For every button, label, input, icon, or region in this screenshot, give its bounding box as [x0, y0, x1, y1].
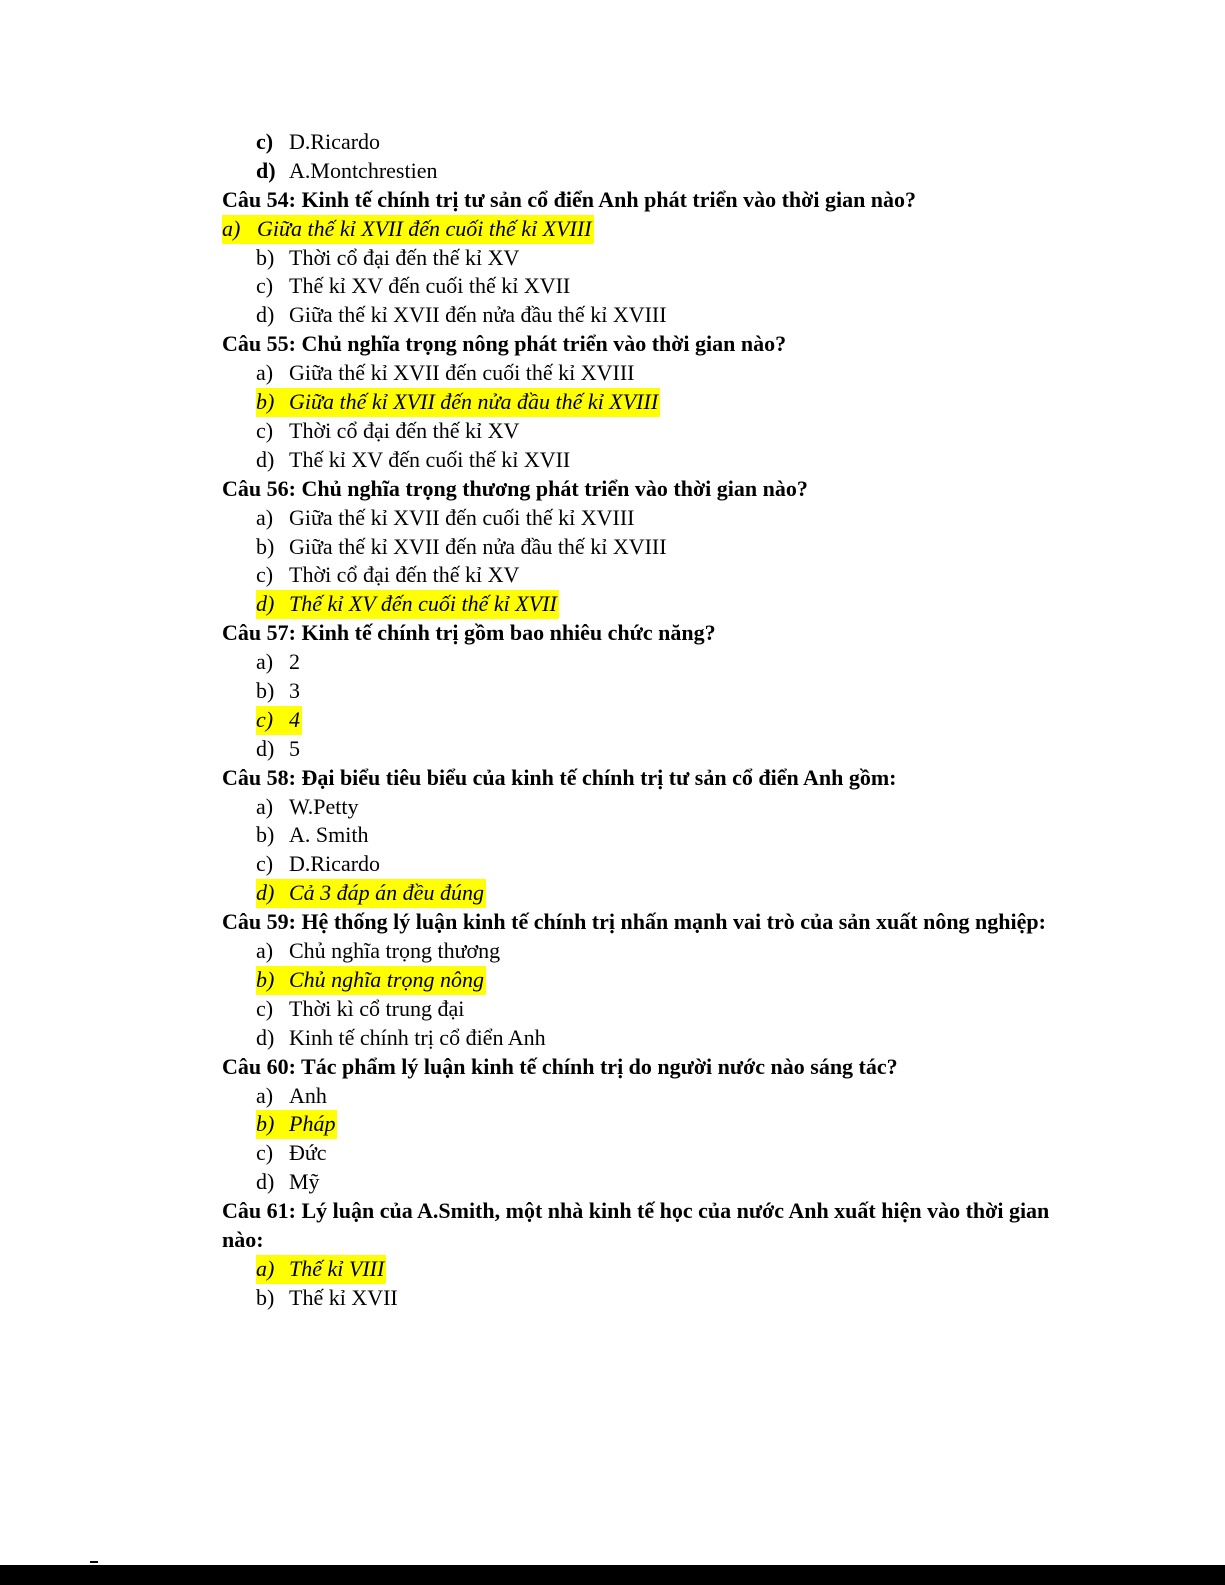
option-text: Thời cổ đại đến thế kỉ XV — [289, 417, 520, 443]
option-text: Chủ nghĩa trọng nông — [289, 966, 484, 992]
option-letter: c) — [256, 706, 274, 732]
answer-highlight — [256, 879, 486, 908]
option-letter: c) — [256, 1140, 274, 1166]
option-text: Thế kỉ XV đến cuối thế kỉ XVII — [289, 273, 571, 299]
option-text: Thế kỉ XVII — [289, 1284, 398, 1310]
option-letter: d) — [256, 1169, 275, 1195]
question-title: Câu 57: Kinh tế chính trị gồm bao nhiêu chức năng? — [222, 620, 716, 646]
option-text: Thời cổ đại đến thế kỉ XV — [289, 562, 520, 588]
answer-highlight — [256, 1255, 386, 1284]
question-title: Câu 58: Đại biểu tiêu biểu của kinh tế chính trị tư sản cổ điển Anh gồm: — [222, 764, 897, 790]
option-d-answer — [222, 590, 1052, 619]
option-text: D.Ricardo — [289, 851, 381, 877]
document-content — [222, 128, 1052, 1313]
option-letter: a) — [256, 938, 274, 964]
option-letter: a) — [256, 360, 274, 386]
option-letter: d) — [256, 591, 275, 617]
option-b-answer — [222, 388, 1052, 417]
option-text: A. Smith — [289, 822, 369, 848]
option-text: Thế kỉ VIII — [289, 1255, 385, 1281]
option-text: Thế kỉ XV đến cuối thế kỉ XVII — [289, 446, 571, 472]
option-letter: a) — [256, 649, 274, 675]
option-d-answer — [222, 879, 1052, 908]
option-letter: b) — [256, 244, 275, 270]
option-b-answer — [222, 1110, 1052, 1139]
option-text: Thời kì cổ trung đại — [289, 995, 465, 1021]
option-letter: d) — [256, 446, 275, 472]
option-text: Thế kỉ XV đến cuối thế kỉ XVII — [289, 591, 557, 617]
option-a — [222, 937, 1052, 966]
option-text: 3 — [289, 677, 300, 703]
question-title: Câu 60: Tác phẩm lý luận kinh tế chính trị do người nước nào sáng tác? — [222, 1053, 898, 1079]
option-letter: a) — [256, 1082, 274, 1108]
option-letter: a) — [222, 215, 241, 241]
option-a-answer — [222, 215, 1052, 244]
option-text: Pháp — [289, 1111, 336, 1137]
option-c — [222, 995, 1052, 1024]
option-b — [222, 244, 1052, 273]
option-letter: c) — [256, 995, 274, 1021]
option-c — [222, 128, 1052, 157]
question-title: Câu 54: Kinh tế chính trị tư sản cổ điển Anh phát triển vào thời gian nào? — [222, 186, 917, 212]
option-letter: d) — [256, 302, 275, 328]
answer-highlight — [222, 215, 594, 244]
option-a — [222, 504, 1052, 533]
option-letter: a) — [256, 793, 274, 819]
question-title: Câu 59: Hệ thống lý luận kinh tế chính trị nhấn mạnh vai trò của sản xuất nông nghiệp: — [222, 909, 1046, 935]
option-letter: c) — [256, 129, 274, 154]
option-letter: d) — [256, 157, 276, 183]
option-text: Thời cổ đại đến thế kỉ XV — [289, 244, 520, 270]
answer-highlight — [256, 706, 302, 735]
option-d — [222, 1168, 1052, 1197]
option-letter: a) — [256, 1255, 275, 1281]
option-letter: b) — [256, 1284, 275, 1310]
option-text: Anh — [289, 1082, 327, 1108]
option-letter: b) — [256, 533, 275, 559]
option-letter: b) — [256, 389, 275, 415]
option-text: Giữa thế kỉ XVII đến cuối thế kỉ XVIII — [289, 504, 635, 530]
answer-highlight — [256, 590, 559, 619]
option-text: D.Ricardo — [289, 129, 381, 154]
option-text: Giữa thế kỉ XVII đến nửa đầu thế kỉ XVIII — [289, 389, 659, 415]
option-b — [222, 821, 1052, 850]
option-c — [222, 850, 1052, 879]
option-text: Giữa thế kỉ XVII đến cuối thế kỉ XVIII — [257, 215, 592, 241]
option-letter: c) — [256, 562, 274, 588]
option-letter: d) — [256, 735, 275, 761]
option-letter: d) — [256, 880, 275, 906]
answer-highlight — [256, 1110, 337, 1139]
option-c — [222, 417, 1052, 446]
option-text: 2 — [289, 649, 300, 675]
page-edge-mark — [90, 1561, 98, 1563]
option-letter: d) — [256, 1024, 275, 1050]
option-letter: b) — [256, 677, 275, 703]
option-text: Mỹ — [289, 1169, 320, 1195]
option-a-answer — [222, 1255, 1052, 1284]
option-text: A.Montchrestien — [289, 157, 438, 183]
answer-highlight — [256, 388, 660, 417]
option-b — [222, 533, 1052, 562]
option-b — [222, 1284, 1052, 1313]
option-a — [222, 1082, 1052, 1111]
question-title: Câu 55: Chủ nghĩa trọng nông phát triển vào thời gian nào? — [222, 331, 787, 357]
option-text: Giữa thế kỉ XVII đến nửa đầu thế kỉ XVIII — [289, 302, 667, 328]
option-d — [222, 735, 1052, 764]
option-text: 5 — [289, 735, 300, 761]
option-d — [222, 1024, 1052, 1053]
option-c — [222, 1139, 1052, 1168]
option-text: Kinh tế chính trị cổ điển Anh — [289, 1024, 546, 1050]
option-a — [222, 648, 1052, 677]
option-letter: b) — [256, 1111, 275, 1137]
option-d — [222, 446, 1052, 475]
option-text: W.Petty — [289, 793, 359, 819]
option-letter: c) — [256, 851, 274, 877]
option-letter: c) — [256, 273, 274, 299]
option-a — [222, 793, 1052, 822]
option-text: Đức — [289, 1140, 327, 1166]
option-text: Cả 3 đáp án đều đúng — [289, 880, 484, 906]
question-title: Câu 56: Chủ nghĩa trọng thương phát triển vào thời gian nào? — [222, 475, 808, 501]
option-c-answer — [222, 706, 1052, 735]
option-b-answer — [222, 966, 1052, 995]
option-d — [222, 157, 1052, 186]
option-text: 4 — [289, 706, 300, 732]
option-letter: b) — [256, 822, 275, 848]
option-a — [222, 359, 1052, 388]
question-title: Câu 61: Lý luận của A.Smith, một nhà kinh tế học của nước Anh xuất hiện vào thời gian nào: — [222, 1198, 1050, 1252]
option-d — [222, 301, 1052, 330]
option-letter: c) — [256, 417, 274, 443]
option-c — [222, 561, 1052, 590]
option-text: Giữa thế kỉ XVII đến nửa đầu thế kỉ XVIII — [289, 533, 667, 559]
page-bottom-border — [0, 1565, 1225, 1585]
answer-highlight — [256, 966, 486, 995]
option-letter: a) — [256, 504, 274, 530]
option-c — [222, 272, 1052, 301]
option-text: Giữa thế kỉ XVII đến cuối thế kỉ XVIII — [289, 360, 635, 386]
option-letter: b) — [256, 966, 275, 992]
option-text: Chủ nghĩa trọng thương — [289, 938, 501, 964]
option-b — [222, 677, 1052, 706]
